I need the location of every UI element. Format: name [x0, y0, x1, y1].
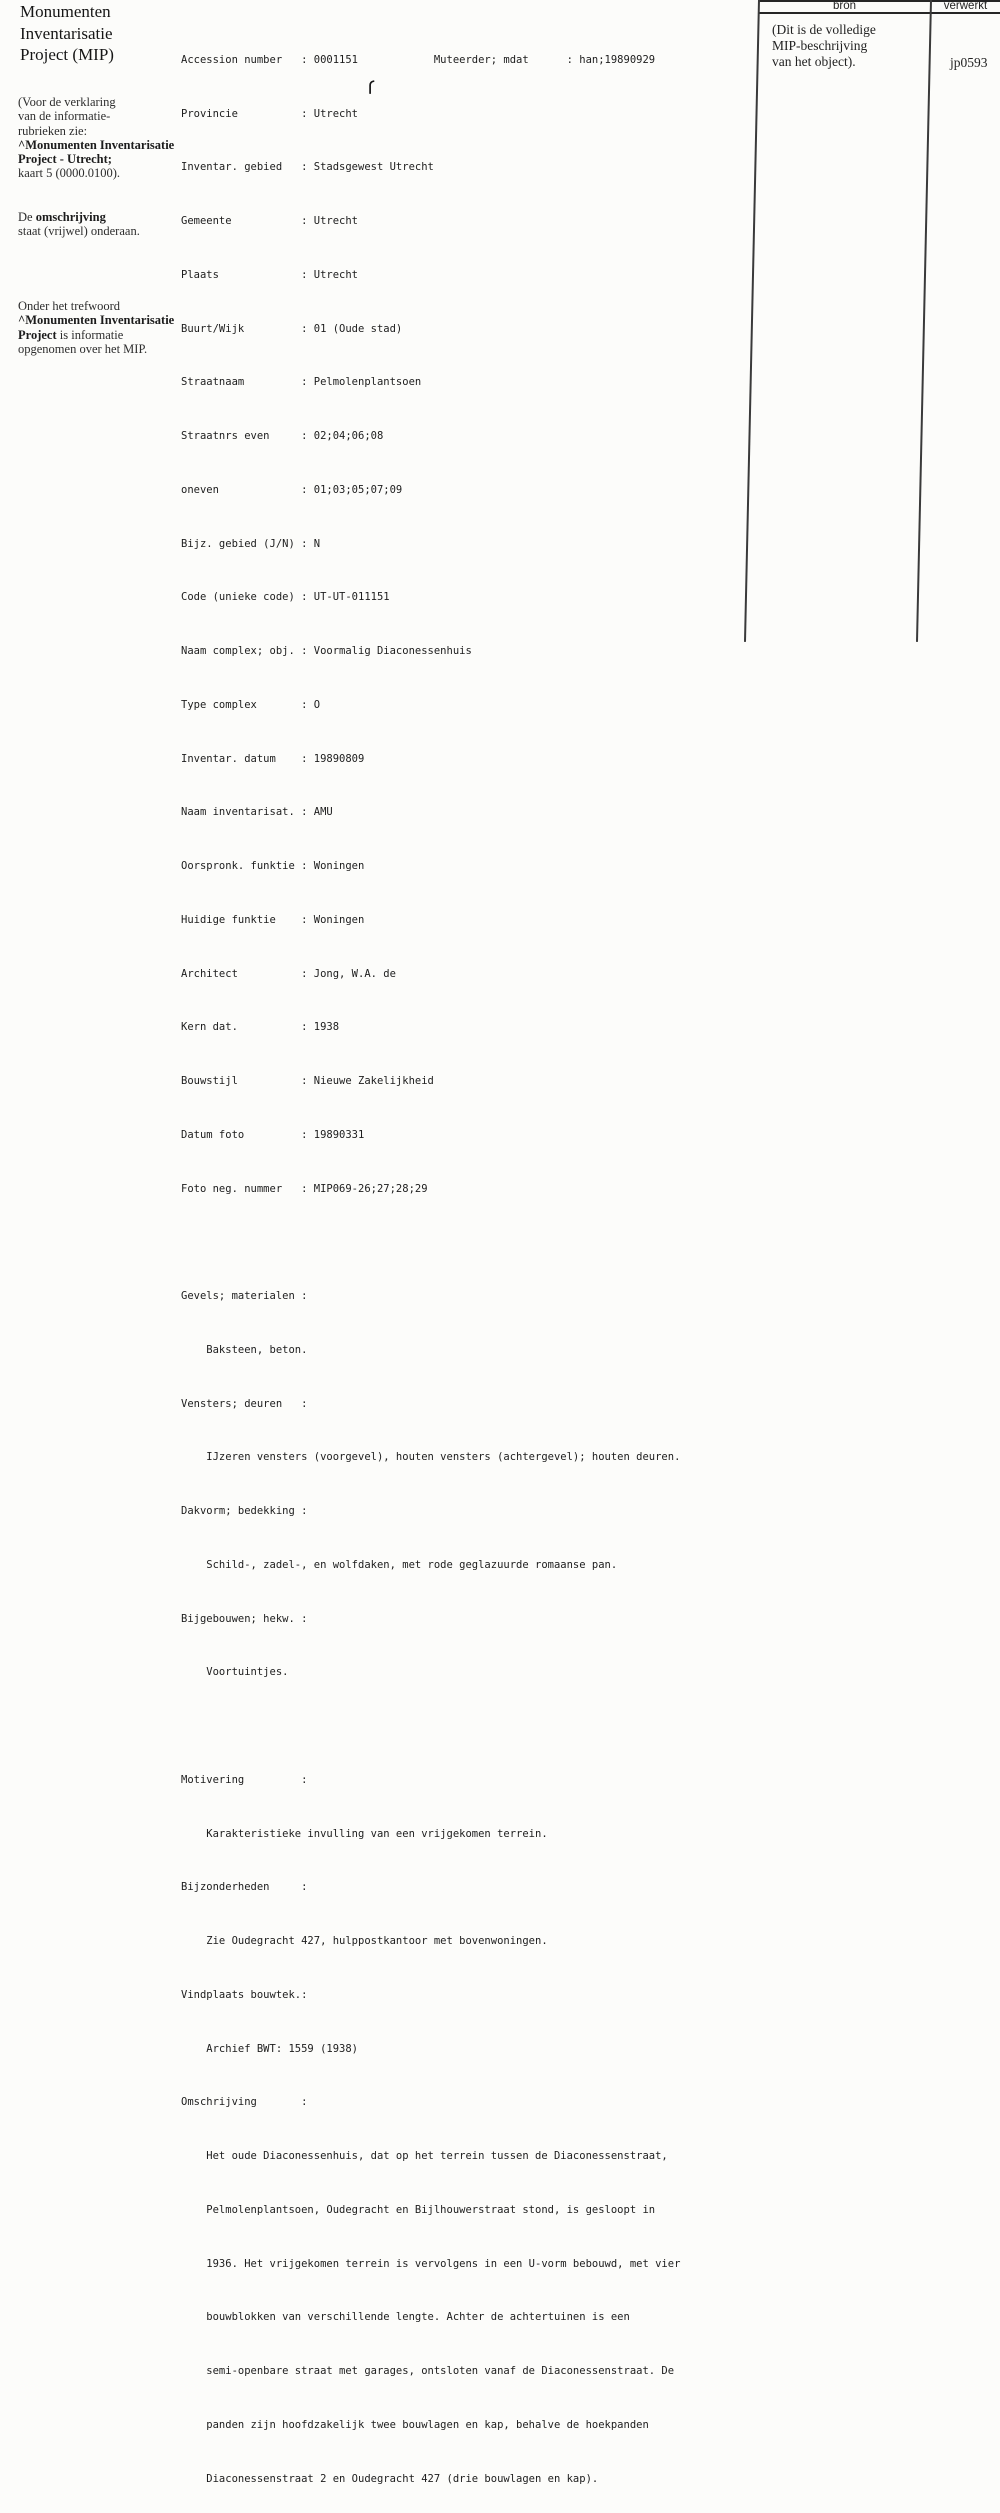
bron-note-line: van het object).: [772, 54, 856, 69]
note-segment: Project - Utrecht;: [18, 152, 112, 167]
record-line: semi-openbare straat met garages, ontsloten vanaf de Diaconessenstraat. De: [181, 2365, 675, 2377]
note-segment: Onder het trefwoord: [18, 299, 121, 313]
record-line: Omschrijving :: [181, 2096, 308, 2109]
record-line: Bijgebouwen; hekw. :: [181, 1612, 308, 1625]
note-line: [18, 342, 174, 356]
mouse-cursor-icon: [367, 80, 379, 96]
record-line: Dakvorm; bedekking :: [181, 1505, 308, 1517]
record-line: Diaconessenstraat 2 en Oudegracht 427 (drie bouwlagen en kap).: [181, 2472, 599, 2485]
record-line: Code (unieke code) : UT-UT-011151: [181, 591, 390, 604]
record-line: Straatnrs even : 02;04;06;08: [181, 430, 384, 442]
note-line: [18, 152, 174, 166]
sidebar-note-trefwoord: [18, 299, 174, 356]
note-line: [18, 109, 174, 123]
note-segment: staat (vrijwel) onderaan.: [18, 224, 140, 239]
note-segment: ^Monumenten Inventarisatie: [18, 137, 175, 152]
mouse-cursor: [367, 80, 379, 96]
record-line: panden zijn hoofdzakelijk twee bouwlagen en kap, behalve de hoekpanden: [181, 2418, 649, 2431]
note-segment: Project: [18, 327, 57, 342]
note-line: [18, 124, 174, 138]
bron-note-line: MIP-beschrijving: [772, 38, 868, 53]
note-segment: van de informatie-: [18, 109, 111, 124]
note-segment: is informatie: [59, 327, 124, 342]
record-line: Bouwstijl : Nieuwe Zakelijkheid: [181, 1075, 434, 1087]
mip-record: [181, 0, 680, 2513]
record-line: Zie Oudegracht 427, hulppostkantoor met bovenwoningen.: [181, 1935, 548, 1947]
record-line: Archief BWT: 1559 (1938): [181, 2042, 359, 2055]
record-line: Schild-, zadel-, en wolfdaken, met rode geglazuurde romaanse pan.: [181, 1558, 618, 1571]
record-line: Plaats : Utrecht: [181, 268, 359, 281]
record-line: Type complex : O: [181, 698, 321, 711]
record-line: IJzeren vensters (voorgevel), houten vensters (achtergevel); houten deuren.: [181, 1451, 681, 1464]
record-line: Inventar. gebied : Stadsgewest Utrecht: [181, 161, 434, 174]
page-title-line: Project (MIP): [20, 45, 114, 64]
sidebar-note-verklaring: [18, 95, 174, 181]
record-line: bouwblokken van verschillende lengte. Achter de achtertuinen is een: [181, 2311, 630, 2324]
record-line: Provincie : Utrecht: [181, 107, 359, 120]
record-line: Bijz. gebied (J/N) : N: [181, 537, 321, 550]
note-line: [18, 313, 174, 327]
record-line: 1936. Het vrijgekomen terrein is vervolgens in een U-vorm bebouwd, met vier: [181, 2257, 681, 2270]
table-left-border: [744, 0, 760, 642]
record-line: Naam inventarisat. : AMU: [181, 806, 333, 819]
record-line: Datum foto : 19890331: [181, 1128, 365, 1141]
record-line: Vindplaats bouwtek.:: [181, 1988, 308, 2001]
note-segment: opgenomen over het MIP.: [18, 341, 148, 356]
record-line: Baksteen, beton.: [181, 1343, 308, 1356]
record-line: Foto neg. nummer : MIP069-26;27;28;29: [181, 1182, 428, 1195]
record-line: Gemeente : Utrecht: [181, 215, 359, 227]
record-line: Kern dat. : 1938: [181, 1021, 340, 1034]
bron-note-line: (Dit is de volledige: [772, 22, 876, 37]
record-line: [181, 1236, 680, 1249]
record-line: Oorspronk. funktie : Woningen: [181, 860, 365, 872]
sidebar-note-omschrijving: [18, 210, 140, 239]
note-segment: ^Monumenten Inventarisatie: [18, 313, 175, 328]
record-line: Vensters; deuren :: [181, 1397, 308, 1410]
note-segment: kaart 5 (0000.0100).: [18, 166, 121, 181]
note-line: [18, 328, 174, 342]
note-line: [18, 224, 140, 238]
page-title-line: Inventarisatie: [20, 23, 113, 43]
record-line: Bijzonderheden :: [181, 1881, 308, 1894]
record-line: Pelmolenplantsoen, Oudegracht en Bijlhouwerstraat stond, is gesloopt in: [181, 2203, 656, 2216]
record-line: Straatnaam : Pelmolenplantsoen: [181, 376, 422, 389]
record-line: Buurt/Wijk : 01 (Oude stad): [181, 322, 403, 335]
note-segment: (Voor de verklaring: [18, 95, 116, 109]
bron-note: [772, 22, 922, 70]
note-line: [18, 299, 174, 313]
record-line: Accession number : 0001151 Muteerder; mdat : han;19890929: [181, 53, 656, 66]
record-line: Naam complex; obj. : Voormalig Diaconessenhuis: [181, 645, 472, 657]
record-line: [181, 1720, 680, 1733]
record-line: Inventar. datum : 19890809: [181, 752, 365, 765]
record-line: Het oude Diaconessenhuis, dat op het terrein tussen de Diaconessenstraat,: [181, 2150, 668, 2162]
record-line: Voortuintjes.: [181, 1666, 289, 1679]
note-line: [18, 138, 174, 152]
sidebar: [0, 0, 180, 649]
note-segment: rubrieken zie:: [18, 123, 88, 138]
record-line: Gevels; materialen :: [181, 1290, 308, 1302]
record-line: Huidige funktie : Woningen: [181, 913, 365, 926]
table-column-divider: [916, 0, 932, 642]
note-segment: omschrijving: [35, 210, 106, 224]
note-line: [18, 210, 140, 224]
record-line: oneven : 01;03;05;07;09: [181, 483, 403, 496]
column-header-bron: bron: [832, 0, 857, 12]
record-line: Karakteristieke invulling van een vrijgekomen terrein.: [181, 1827, 548, 1840]
page-title: [20, 1, 114, 66]
record-line: Architect : Jong, W.A. de: [181, 967, 396, 980]
note-line: [18, 166, 174, 180]
column-header-verwerkt: verwerkt: [943, 0, 988, 12]
note-segment: De: [18, 210, 36, 224]
verwerkt-value: jp0593: [950, 55, 988, 70]
page-title-line: Monumenten: [20, 2, 111, 21]
note-line: [18, 95, 174, 109]
table-header-underline: [758, 12, 1000, 14]
record-line: Motivering :: [181, 1773, 308, 1786]
